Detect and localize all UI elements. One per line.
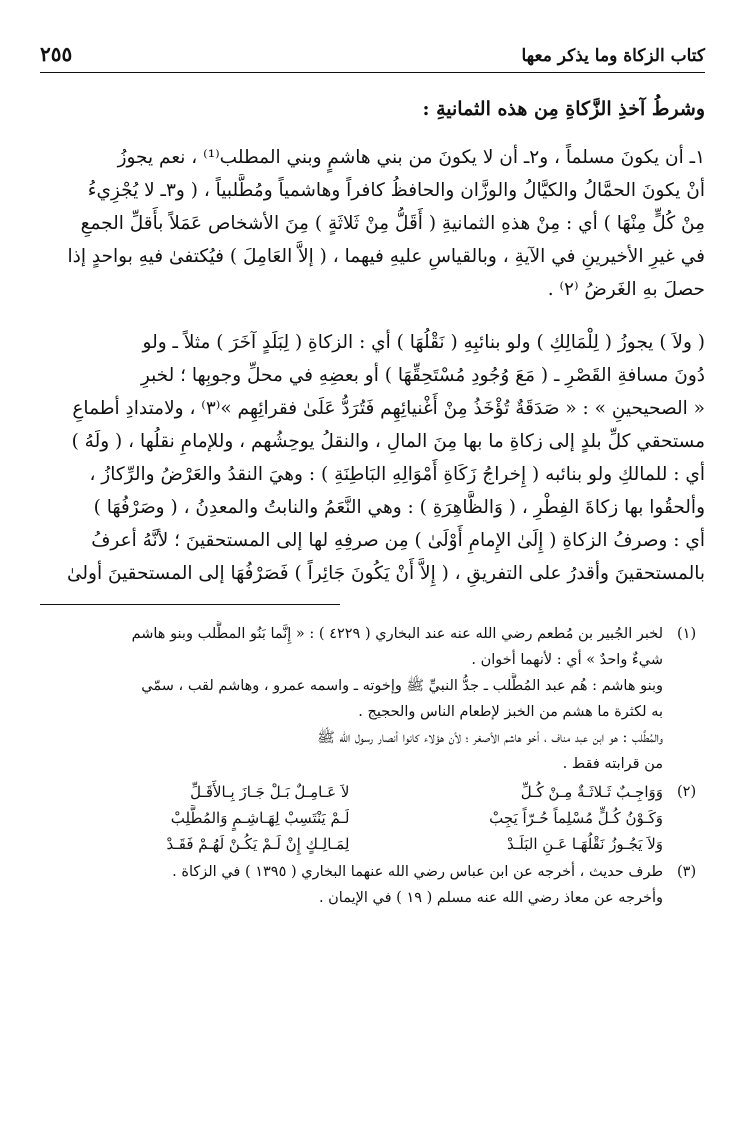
- footnote-number: (٢): [677, 784, 697, 800]
- text-line: أنْ يكونَ الحمَّالُ والكيَّالُ والوزَّان والحافظُ كافراً وهاشمياً ومُطَّلبياً ، ( و٣ـ لا يُجْزِيءُ: [87, 180, 705, 201]
- poem-hemistich-first: وَكَـوْنُ كُـلٍّ مُسْلِماً حُـرّاً يَجِبْ: [489, 809, 663, 827]
- footnote-line: وأخرجه عن معاذ رضي الله عنه مسلم ( ١٩ ) في الإيمان .: [318, 890, 663, 906]
- text-line: « الصحيحينِ » : « صَدَقَةٌ تُؤْخَذُ مِنْ أَغْنيائِهِم فَتُرَدُّ عَلَىٰ فقرائِهِم »⁽٣⁾ ، ولامتدادِ أطماعِ: [72, 398, 705, 419]
- poem-verse: [40, 779, 663, 805]
- text-line: في غيرِ الأخيرينِ في الآيةِ ، وبالقياسِ عليهِ فيهما ، ( إلاَّ العَامِلَ ) فيُكتفىٰ فيهِ بواحدٍ إذا: [67, 246, 705, 267]
- text-line: بالمستحقينَ وأقدرُ على التفريقِ ، ( إِلاَّ أَنْ يَكُونَ جَائِراً ) فَصَرْفُهَا إلى المستحقينَ أولىٰ: [67, 563, 705, 584]
- text-line: حصلَ بهِ الغَرضُ ⁽٢⁾ .: [547, 279, 705, 300]
- text-line: أي : للمالكِ ولو بنائبه ( إِخراجُ زَكَاةِ أَمْوَالِهِ البَاطِنَةِ ) : وهيَ النقدُ والعَرْضُ والرِّكازُ ،: [89, 464, 705, 485]
- footnote-line: به لكثرة ما هشم من الخبز لإطعام الناس والحجيج .: [358, 704, 663, 720]
- page-number: ٢٥٥: [40, 42, 73, 66]
- text-line: وألحقُوا بها زكاةَ الفِطْرِ ، ( وَالظَّاهِرَةِ ) : وهي النَّعَمُ والنابتُ والمعدِنُ ، ( وصَرْفُهَا ): [93, 497, 705, 518]
- footnote-line: والمُطَّلب : هو ابن عبد مناف ، أخو هاشم الأصغر ؛ لأن هؤلاء كانوا أنصار رسول الله ﷺ: [317, 730, 663, 746]
- footnote-body: [40, 621, 663, 777]
- footnote-number: (١): [677, 626, 697, 642]
- text-line: دُونَ مسافةِ القَصْرِ ـ ( مَعَ وُجُودِ مُسْتَحِقِّهَا ) أو بعضِهِ في محلِّ وجوبِها ؛ لخبرِ: [140, 365, 705, 386]
- text-line: ( ولاَ ) يجوزُ ( لِلْمَالِكِ ) ولو بنائبِهِ ( نَقْلُهَا ) أي : الزكاةِ ( لِبَلَدٍ آخَرَ ) مثلاً ـ ولو: [142, 332, 705, 353]
- poem-hemistich-first: وَلاَ يَجُـوزُ نَقْلُهَـا عَـنِ البَلَـدْ: [507, 835, 663, 853]
- footnote-3: [40, 859, 705, 911]
- footnote-line: طرف حديث ، أخرجه عن ابن عباس رضي الله عنهما البخاري ( ١٣٩٥ ) في الزكاة .: [172, 864, 663, 880]
- book-page: [40, 30, 705, 913]
- section-heading: وشرطُ آخذِ الزَّكاةِ مِن هذه الثمانيةِ :: [422, 98, 705, 120]
- poem-verse: [40, 805, 663, 831]
- text-line: أي : وصرفُ الزكاةِ ( إِلَىٰ الإِمامِ أَوْلَىٰ ) مِن صرفِهِ لها إلى المستحقينَ ؛ لأنَّهُ أعرفُ: [91, 530, 705, 551]
- poem-hemistich-second: لَـمْ يَنْتَسِبْ لِهَـاشِـمٍ وَالمُطَّلِبْ: [170, 809, 350, 827]
- footnote-line: لخبر الجُبير بن مُطعم رضي الله عنه عند البخاري ( ٤٢٢٩ ) : « إِنَّما بَنُو المطَّلب وبنو هاشم: [131, 626, 663, 642]
- poem-hemistich-first: وَوَاجِـبٌ ثَـلاثَـةٌ مِـنْ كُـلِّ: [520, 783, 663, 801]
- poem-hemistich-second: لاَ عَـامِـلٌ بَـلْ جَـازَ بِـالأَقَـلِّ: [190, 783, 350, 801]
- footnote-body: [40, 859, 663, 911]
- footnote-1: [40, 621, 705, 777]
- poem-verse: [40, 831, 663, 857]
- text-line: ١ـ أن يكونَ مسلماً ، و٢ـ أن لا يكونَ من بني هاشمٍ وبني المطلب⁽¹⁾ ، نعم يجوزُ: [117, 147, 705, 168]
- running-title: كتاب الزكاة وما يذكر معها: [521, 46, 705, 66]
- poem-hemistich-second: لِمَـالِـكٍ إِنْ لَـمْ يَكُـنْ لَهُـمْ فَقَـدْ: [166, 835, 350, 853]
- footnote-poem: [40, 779, 663, 857]
- text-line: مِنْ كُلٍّ مِنْهَا ) أي : مِنْ هذهِ الثمانيةِ ( أَقَلُّ مِنْ ثَلاثَةٍ ) مِنَ الأشخاص عَمَلاً بأَقلِّ الجمعِ: [80, 213, 705, 234]
- footnote-line: من قرابته فقط .: [562, 756, 663, 772]
- paragraph-conditions: [40, 141, 705, 306]
- text-line: مستحقي كلِّ بلدٍ إلى زكاةِ ما بها مِنَ المالِ ، والنقلُ يوحِشُهم ، وللإمامِ نقلُها ، ( ولَهُ ): [71, 431, 705, 452]
- footnote-divider: [40, 604, 340, 605]
- footnotes: [40, 621, 705, 911]
- footnote-number: (٣): [677, 864, 697, 880]
- footnote-line: وبنو هاشم : هُم عبد المُطَّلب ـ جدُّ النبيِّ ﷺ وإخوته ـ واسمه عمرو ، وهاشم لقب ، سمّي: [141, 678, 663, 694]
- paragraph-transfer: [40, 326, 705, 590]
- page-header: [40, 30, 705, 73]
- footnote-2: [40, 779, 705, 857]
- footnote-line: شيءٌ واحدٌ » أي : لأنهما أخوان .: [471, 652, 663, 668]
